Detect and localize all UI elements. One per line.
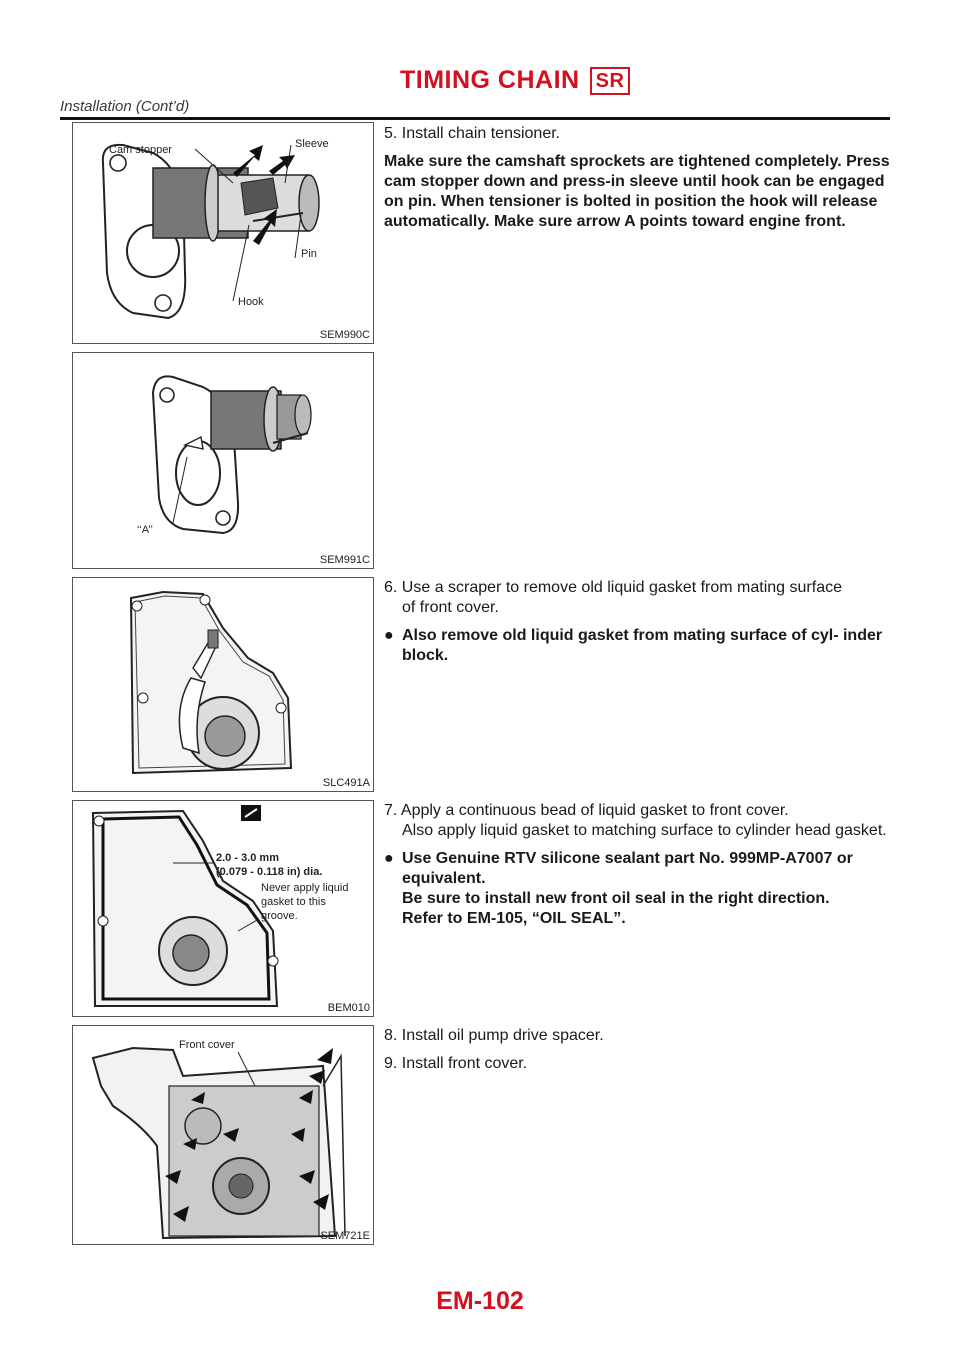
figure-code: SEM721E xyxy=(320,1230,370,1242)
step-5-note: Make sure the camshaft sprockets are tightened completely. Press cam stopper down and press-in sleeve until hook can be engaged on pin. When tensioner is bolted in position the hook will release automatically. Make sure arrow A points toward engine front. xyxy=(384,153,890,230)
label-gasket-to-this: gasket to this xyxy=(261,896,326,908)
step-9-title: 9. Install front cover. xyxy=(384,1055,528,1072)
label-groove: groove. xyxy=(261,910,298,922)
label-sleeve: Sleeve xyxy=(295,138,329,150)
figure-code: SEM990C xyxy=(319,329,370,341)
step-6-line-2: of front cover. xyxy=(402,599,499,616)
tensioner-arrow-a-illustration xyxy=(73,353,373,568)
section-subtitle: Installation (Cont’d) xyxy=(60,98,190,115)
figure-sem991c xyxy=(72,352,374,569)
step-7-bullet xyxy=(384,849,894,929)
label-bead-size: 2.0 - 3.0 mm xyxy=(216,852,279,864)
step-7 xyxy=(384,801,894,929)
step-7-line-1: 7. Apply a continuous bead of liquid gasket to front cover. xyxy=(384,802,789,819)
front-cover-gasket-illustration xyxy=(73,801,373,1016)
label-bead-size-inch: (0.079 - 0.118 in) dia. xyxy=(216,866,323,878)
step-7-bullet-1: Use Genuine RTV silicone sealant part No. 999MP-A7007 or equivalent. xyxy=(402,850,853,887)
step-8-title: 8. Install oil pump drive spacer. xyxy=(384,1027,604,1044)
figure-code: SLC491A xyxy=(322,777,370,789)
figure-bem010 xyxy=(72,800,374,1017)
front-cover-install-illustration xyxy=(73,1026,373,1244)
page-title xyxy=(400,66,630,95)
step-8-9 xyxy=(384,1026,894,1082)
scraper-illustration xyxy=(73,578,373,791)
step-6-bullet xyxy=(384,626,894,666)
tensioner-illustration xyxy=(73,123,373,343)
figure-code: BEM010 xyxy=(327,1002,370,1014)
bullet-mark: ● xyxy=(384,627,394,644)
figure-code: SEM991C xyxy=(319,554,370,566)
step-6 xyxy=(384,578,894,674)
step-7-bullet-2: Be sure to install new front oil seal in the right direction. xyxy=(402,890,830,907)
page-number: EM-102 xyxy=(436,1287,524,1315)
step-7-bullet-3: Refer to EM-105, “OIL SEAL”. xyxy=(402,910,626,927)
label-pin: Pin xyxy=(301,248,317,260)
label-arrow-a: ‘‘A’’ xyxy=(137,524,153,536)
step-6-line-1: 6. Use a scraper to remove old liquid gasket from mating surface xyxy=(384,579,842,596)
section-title: TIMING CHAIN xyxy=(400,66,580,94)
label-hook: Hook xyxy=(238,296,264,308)
label-never-apply: Never apply liquid xyxy=(261,882,349,894)
step-5 xyxy=(384,124,894,240)
bullet-mark: ● xyxy=(384,850,394,867)
step-6-bullet-text: Also remove old liquid gasket from mating surface of cyl- inder block. xyxy=(402,627,883,664)
engine-badge: SR xyxy=(590,67,631,95)
figure-slc491a xyxy=(72,577,374,792)
step-7-line-2: Also apply liquid gasket to matching surface to cylinder head gasket. xyxy=(402,822,887,839)
figure-sem721e xyxy=(72,1025,374,1245)
label-cam-stopper: Cam stopper xyxy=(109,144,172,156)
figure-sem990c xyxy=(72,122,374,344)
header-rule xyxy=(60,117,890,120)
label-front-cover: Front cover xyxy=(179,1039,235,1051)
step-5-title: 5. Install chain tensioner. xyxy=(384,125,561,142)
